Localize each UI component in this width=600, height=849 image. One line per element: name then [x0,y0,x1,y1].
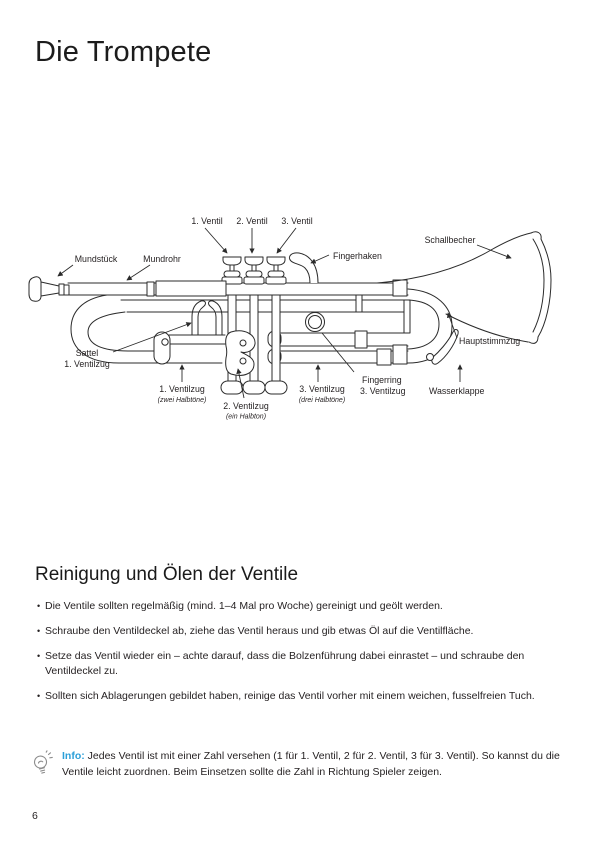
label-ventilzug3: 3. Ventilzug [299,384,345,394]
valve-buttons-drawing [222,257,286,284]
label-ventilzug2-sub: (ein Halbton) [225,413,267,420]
arrow-fingerhaken [311,255,329,263]
bullet-icon: • [37,626,41,636]
label-fingerhaken: Fingerhaken [333,251,382,261]
page-number: 6 [32,810,38,822]
arrow-mundrohr [127,265,150,280]
list-item [35,649,575,679]
bell-tube-drawing [121,300,408,312]
arrow-schallbecher [477,245,511,258]
label-mundstueck: Mundstück [74,254,118,264]
bullet-text: Die Ventile sollten regelmäßig (mind. 1–4 Mal pro Woche) gereinigt und geölt werden. [45,600,443,612]
third-valve-slide-drawing [268,331,408,365]
finger-ring-drawing [306,313,325,332]
label-ventil2: 2. Ventil [236,216,268,226]
list-item [35,624,575,639]
finger-hook-drawing [289,253,318,283]
label-ventil1: 1. Ventil [191,216,223,226]
pipe-joints-drawing [147,281,226,296]
lightbulb-icon [30,748,54,783]
info-note [30,748,570,783]
bullet-text: Schraube den Ventildeckel ab, ziehe das Ventil heraus und gib etwas Öl auf die Ventilfläche. [45,625,474,637]
line-fingerring [322,333,354,372]
section-heading: Reinigung und Ölen der Ventile [35,564,299,585]
leadpipe-drawing [68,283,408,295]
arrow-sattel [113,323,191,352]
mouthpiece-drawing [29,277,69,301]
bullet-list [35,599,575,714]
saddle-drawing [192,301,222,335]
label-mundrohr: Mundrohr [143,254,181,264]
label-hauptstimmzug: Hauptstimmzug [459,336,521,346]
label-schallbecher: Schallbecher [424,235,476,245]
page-title: Die Trompete [35,36,212,68]
label-ventilzug1-sub: (zwei Halbtöne) [157,397,207,404]
bullet-icon: • [37,601,41,611]
pointer-arrows [58,228,511,398]
trumpet-diagram-svg [25,205,575,420]
bullet-text: Setze das Ventil wieder ein – achte darauf, dass die Bolzenführung dabei einrastet – und schraube den Ventildeckel zu. [45,650,525,677]
label-ventilzug3-sub: (drei Halbtöne) [298,397,346,404]
trumpet-diagram [25,205,575,420]
label-ventil3: 3. Ventil [281,216,313,226]
bullet-text: Sollten sich Ablagerungen gebildet haben, reinige das Ventil vorher mit einem weichen, fusselfreien Tuch. [45,690,535,702]
brace-struts [356,295,410,333]
list-item [35,689,575,704]
water-key-drawing [427,330,459,365]
label-fingerring-line1: Fingerring [362,375,402,385]
bullet-icon: • [37,651,41,661]
info-text [62,748,570,783]
arrow-ventil1 [205,228,227,253]
diagram-labels [64,216,520,420]
bullet-icon: • [37,691,41,701]
label-wasserklappe: Wasserklappe [429,386,485,396]
label-ventilzug1: 1. Ventilzug [159,384,205,394]
label-sattel-line1: Sattel [75,348,99,358]
arrow-ventil3 [277,228,296,253]
label-ventilzug2: 2. Ventilzug [223,401,269,411]
label-sattel-line2: 1. Ventilzug [64,359,110,369]
info-label: Info: [62,750,85,762]
label-fingerring-line2: 3. Ventilzug [360,386,406,396]
first-valve-slide-drawing [154,332,225,364]
list-item [35,599,575,614]
arrow-mundstueck [58,265,73,276]
info-body: Jedes Ventil ist mit einer Zahl versehen (1 für 1. Ventil, 2 für 2. Ventil, 3 für 3. Ventil). So kannst du die Ventile leicht zuordnen. Beim Einsetzen sollte die Zahl in Richtung Spieler zeigen. [62,750,560,778]
